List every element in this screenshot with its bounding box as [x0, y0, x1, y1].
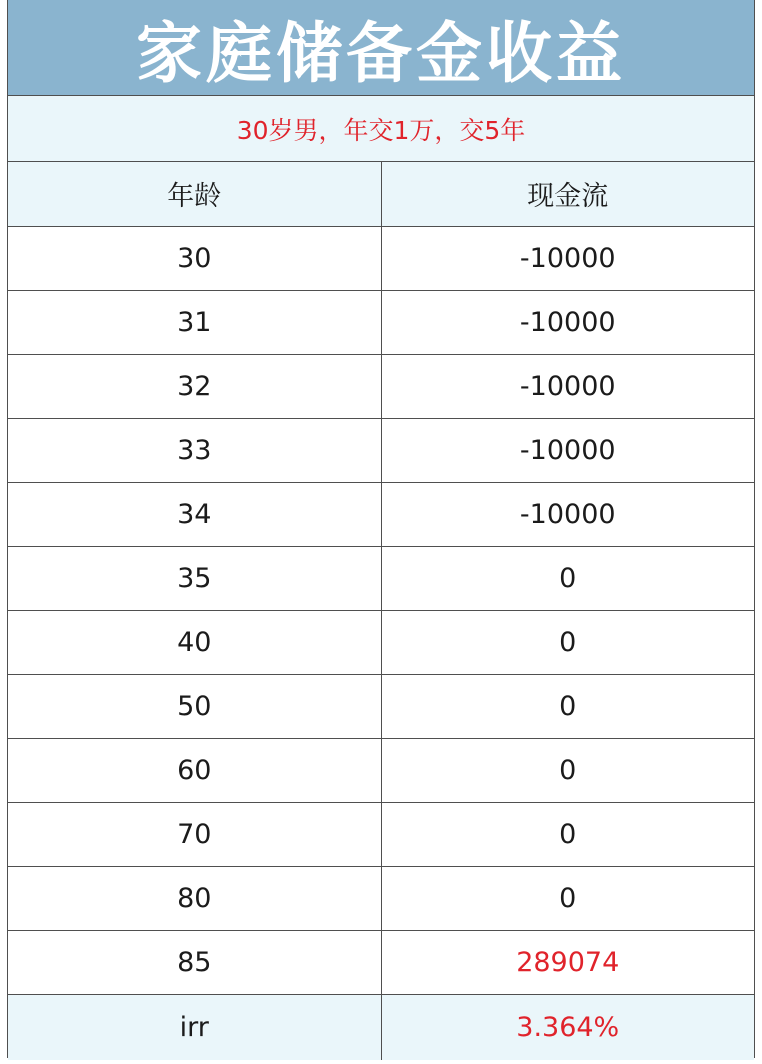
table-row: [8, 802, 754, 866]
irr-value: 3.364%: [381, 994, 754, 1060]
age-cell: 80: [8, 866, 381, 930]
cashflow-cell: 0: [381, 610, 754, 674]
cashflow-cell: 0: [381, 546, 754, 610]
table-row: [8, 290, 754, 354]
table-row: [8, 738, 754, 802]
header-cashflow: 现金流: [381, 162, 754, 226]
table-row: [8, 226, 754, 290]
age-cell: 40: [8, 610, 381, 674]
table-row: [8, 482, 754, 546]
age-cell: 70: [8, 802, 381, 866]
age-cell: 32: [8, 354, 381, 418]
age-cell: 85: [8, 930, 381, 994]
age-cell: 33: [8, 418, 381, 482]
table-row: [8, 866, 754, 930]
cashflow-cell-highlight: 289074: [381, 930, 754, 994]
table-row: [8, 930, 754, 994]
page-title: 家庭储备金收益: [8, 0, 754, 96]
cashflow-cell: -10000: [381, 226, 754, 290]
cashflow-cell: 0: [381, 674, 754, 738]
irr-label: irr: [8, 994, 381, 1060]
age-cell: 30: [8, 226, 381, 290]
age-cell: 60: [8, 738, 381, 802]
table-row: [8, 546, 754, 610]
table-row: [8, 674, 754, 738]
cashflow-cell: -10000: [381, 354, 754, 418]
age-cell: 34: [8, 482, 381, 546]
cashflow-cell: 0: [381, 738, 754, 802]
table-row: [8, 418, 754, 482]
subtitle: 30岁男，年交1万，交5年: [8, 96, 754, 162]
table-row: [8, 610, 754, 674]
spreadsheet: [7, 0, 755, 1058]
cashflow-cell: -10000: [381, 482, 754, 546]
header-age: 年龄: [8, 162, 381, 226]
cashflow-cell: 0: [381, 802, 754, 866]
table-row: [8, 354, 754, 418]
age-cell: 50: [8, 674, 381, 738]
cashflow-cell: -10000: [381, 290, 754, 354]
age-cell: 35: [8, 546, 381, 610]
cashflow-cell: -10000: [381, 418, 754, 482]
irr-summary-row: [8, 994, 754, 1060]
cashflow-cell: 0: [381, 866, 754, 930]
cashflow-table: [8, 162, 754, 1060]
age-cell: 31: [8, 290, 381, 354]
table-header-row: [8, 162, 754, 226]
